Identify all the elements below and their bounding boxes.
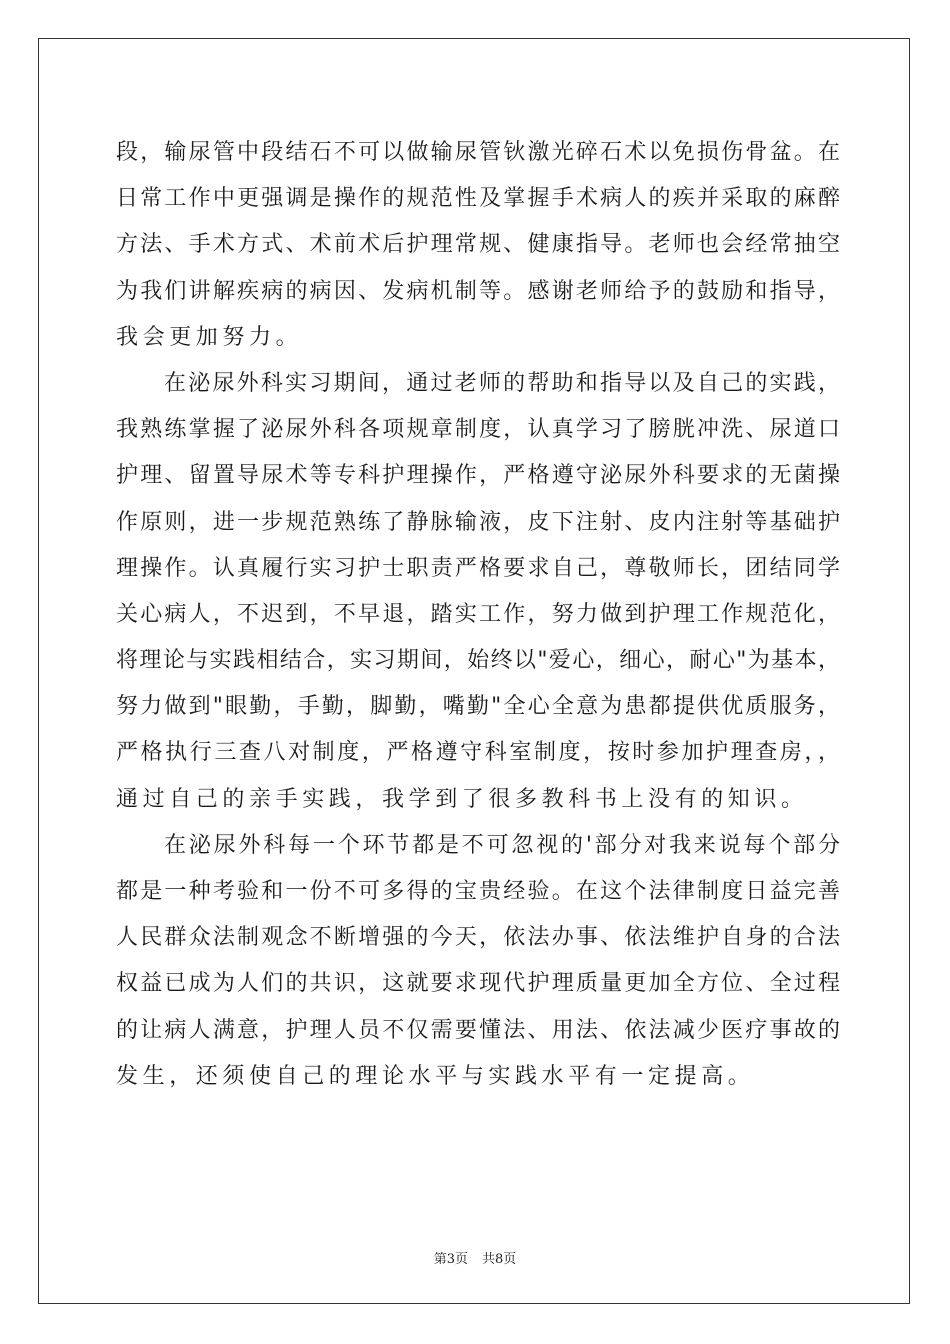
paragraph [116, 130, 840, 361]
text-line: 努力做到"眼勤，手勤，脚勤，嘴勤"全心全意为患都提供优质服务， [116, 694, 840, 720]
text-line: 将理论与实践相结合，实习期间，始终以"爱心，细心，耐心"为基本， [116, 648, 840, 674]
text-line: 我会更加努力。 [116, 324, 303, 350]
text-line: 方法、手术方式、术前术后护理常规、健康指导。老师也会经常抽空 [116, 232, 840, 258]
page-number: 第3页 [433, 1252, 468, 1267]
page-total: 共8页 [482, 1252, 517, 1267]
page-footer [0, 1248, 950, 1267]
text-line: 理操作。认真履行实习护士职责严格要求自己，尊敬师长，团结同学 [116, 555, 840, 581]
text-line: 人民群众法制观念不断增强的今天，依法办事、依法维护自身的合法 [116, 925, 840, 951]
text-line: 段，输尿管中段结石不可以做输尿管钬激光碎石术以免损伤骨盆。在 [116, 140, 840, 165]
text-line: 我熟练掌握了泌尿外科各项规章制度，认真学习了膀胱冲洗、尿道口 [116, 417, 840, 443]
text-line: 严格执行三查八对制度，严格遵守科室制度，按时参加护理查房，， [116, 740, 840, 766]
text-line: 发生，还须使自己的理论水平与实践水平有一定提高。 [116, 1063, 755, 1089]
text-line: 日常工作中更强调是操作的规范性及掌握手术病人的疾并采取的麻醉 [116, 186, 840, 212]
text-line: 护理、留置导尿术等专科护理操作，严格遵守泌尿外科要求的无菌操 [116, 463, 840, 489]
text-line: 作原则，进一步规范熟练了静脉输液，皮下注射、皮内注射等基础护 [116, 509, 840, 535]
paragraph [116, 823, 840, 1100]
text-line: 在泌尿外科每一个环节都是不可忽视的'部分对我来说每个部分 [164, 832, 840, 858]
paragraph [116, 361, 840, 823]
text-line: 关心病人，不迟到，不早退，踏实工作，努力做到护理工作规范化， [116, 601, 840, 627]
text-line: 为我们讲解疾病的病因、发病机制等。感谢老师给予的鼓励和指导， [116, 278, 840, 304]
text-line: 通过自己的亲手实践，我学到了很多教科书上没有的知识。 [116, 786, 808, 812]
document-body [116, 130, 840, 1100]
text-line: 在泌尿外科实习期间，通过老师的帮助和指导以及自己的实践， [164, 370, 840, 396]
text-line: 都是一种考验和一份不可多得的宝贵经验。在这个法律制度日益完善 [116, 879, 840, 904]
text-line: 权益已成为人们的共识，这就要求现代护理质量更加全方位、全过程 [116, 971, 840, 997]
text-line: 的让病人满意，护理人员不仅需要懂法、用法、依法减少医疗事故的 [116, 1017, 840, 1043]
